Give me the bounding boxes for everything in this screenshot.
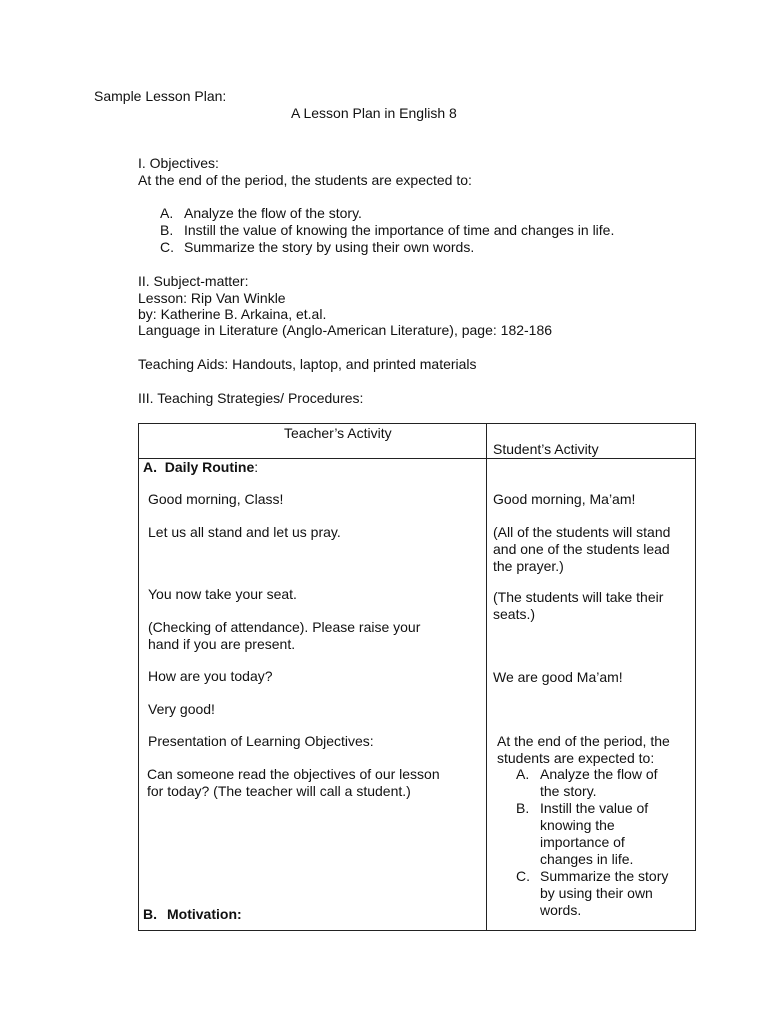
student-prayer-line: the prayer.) <box>493 558 564 574</box>
teacher-presentation: Presentation of Learning Objectives: <box>148 733 374 749</box>
student-objective-line: changes in life. <box>540 851 634 867</box>
student-prayer-line: and one of the students lead <box>493 541 670 557</box>
objective-item <box>160 205 614 222</box>
student-objective-line: knowing the <box>540 817 615 833</box>
student-reply: We are good Ma’am! <box>493 669 623 685</box>
teaching-aids-line: Teaching Aids: Handouts, laptop, and printed materials <box>138 356 477 372</box>
student-seat <box>493 589 663 623</box>
student-objective-line: importance of <box>540 834 625 850</box>
lesson-line: Lesson: Rip Van Winkle <box>138 290 286 306</box>
objective-item <box>160 239 614 256</box>
teacher-how-are-you: How are you today? <box>148 668 273 684</box>
teacher-attendance-line: (Checking of attendance). Please raise your <box>148 619 421 635</box>
student-objectives-intro-line: students are expected to: <box>497 750 655 766</box>
student-prayer <box>493 524 670 575</box>
daily-routine-letter: A. <box>143 459 157 475</box>
teacher-read-objectives <box>147 766 440 800</box>
daily-routine-heading <box>143 459 258 476</box>
student-prayer-line: (All of the students will stand <box>493 524 671 540</box>
student-objective-line: Analyze the flow of <box>540 766 658 782</box>
teacher-read-line: Can someone read the objectives of our lesson <box>147 766 440 782</box>
activity-table <box>138 423 696 931</box>
teacher-very-good: Very good! <box>148 701 215 717</box>
teacher-attendance-line: hand if you are present. <box>148 636 296 652</box>
student-objective-line: the story. <box>540 783 597 799</box>
author-line: by: Katherine B. Arkaina, et.al. <box>138 306 327 322</box>
teacher-attendance <box>148 619 420 653</box>
student-seat-line: seats.) <box>493 606 536 622</box>
student-objectives-list <box>516 766 668 919</box>
objective-item <box>160 222 614 239</box>
objective-text: Analyze the flow of the story. <box>184 205 362 221</box>
sample-label: Sample Lesson Plan: <box>94 88 227 104</box>
motivation-heading <box>143 906 242 923</box>
objectives-heading: I. Objectives: <box>138 155 219 171</box>
teacher-prayer: Let us all stand and let us pray. <box>148 524 341 540</box>
table-column-divider <box>486 424 487 930</box>
student-objective-letter: C. <box>516 868 530 884</box>
student-seat-line: (The students will take their <box>493 589 664 605</box>
motivation-letter: B. <box>143 906 157 922</box>
source-line: Language in Literature (Anglo-American Literature), page: 182-186 <box>138 322 553 338</box>
student-objective-line: words. <box>540 902 582 918</box>
objectives-list <box>160 205 614 256</box>
objectives-intro: At the end of the period, the students are expected to: <box>138 172 472 188</box>
student-objective-letter: B. <box>516 800 530 816</box>
strategies-heading: III. Teaching Strategies/ Procedures: <box>138 390 364 406</box>
student-objective-letter: A. <box>516 766 530 782</box>
objective-text: Summarize the story by using their own words. <box>184 239 475 255</box>
daily-routine-label: Daily Routine <box>164 459 255 475</box>
teacher-read-line: for today? (The teacher will call a student.) <box>147 783 411 799</box>
objective-letter: A. <box>160 205 174 221</box>
student-objective-line: Instill the value of <box>540 800 649 816</box>
teacher-seat: You now take your seat. <box>148 586 297 602</box>
daily-routine-suffix: : <box>254 459 259 475</box>
student-objective-item <box>516 868 668 919</box>
document-title: A Lesson Plan in English 8 <box>291 105 457 121</box>
objective-text: Instill the value of knowing the importance of time and changes in life. <box>184 222 615 238</box>
teacher-greeting: Good morning, Class! <box>148 491 284 507</box>
student-greeting: Good morning, Ma’am! <box>493 491 636 507</box>
subject-matter-heading: II. Subject-matter: <box>138 273 249 289</box>
teacher-activity-header: Teacher’s Activity <box>284 425 392 441</box>
student-objective-line: Summarize the story <box>540 868 669 884</box>
motivation-label: Motivation: <box>167 906 242 922</box>
student-objectives-intro-line: At the end of the period, the <box>497 733 670 749</box>
student-objective-line: by using their own <box>540 885 653 901</box>
objective-letter: B. <box>160 222 174 238</box>
student-objective-item <box>516 766 668 800</box>
student-objectives-intro <box>497 733 670 767</box>
objective-letter: C. <box>160 239 174 255</box>
student-activity-header: Student’s Activity <box>493 441 599 457</box>
student-objective-item <box>516 800 668 868</box>
